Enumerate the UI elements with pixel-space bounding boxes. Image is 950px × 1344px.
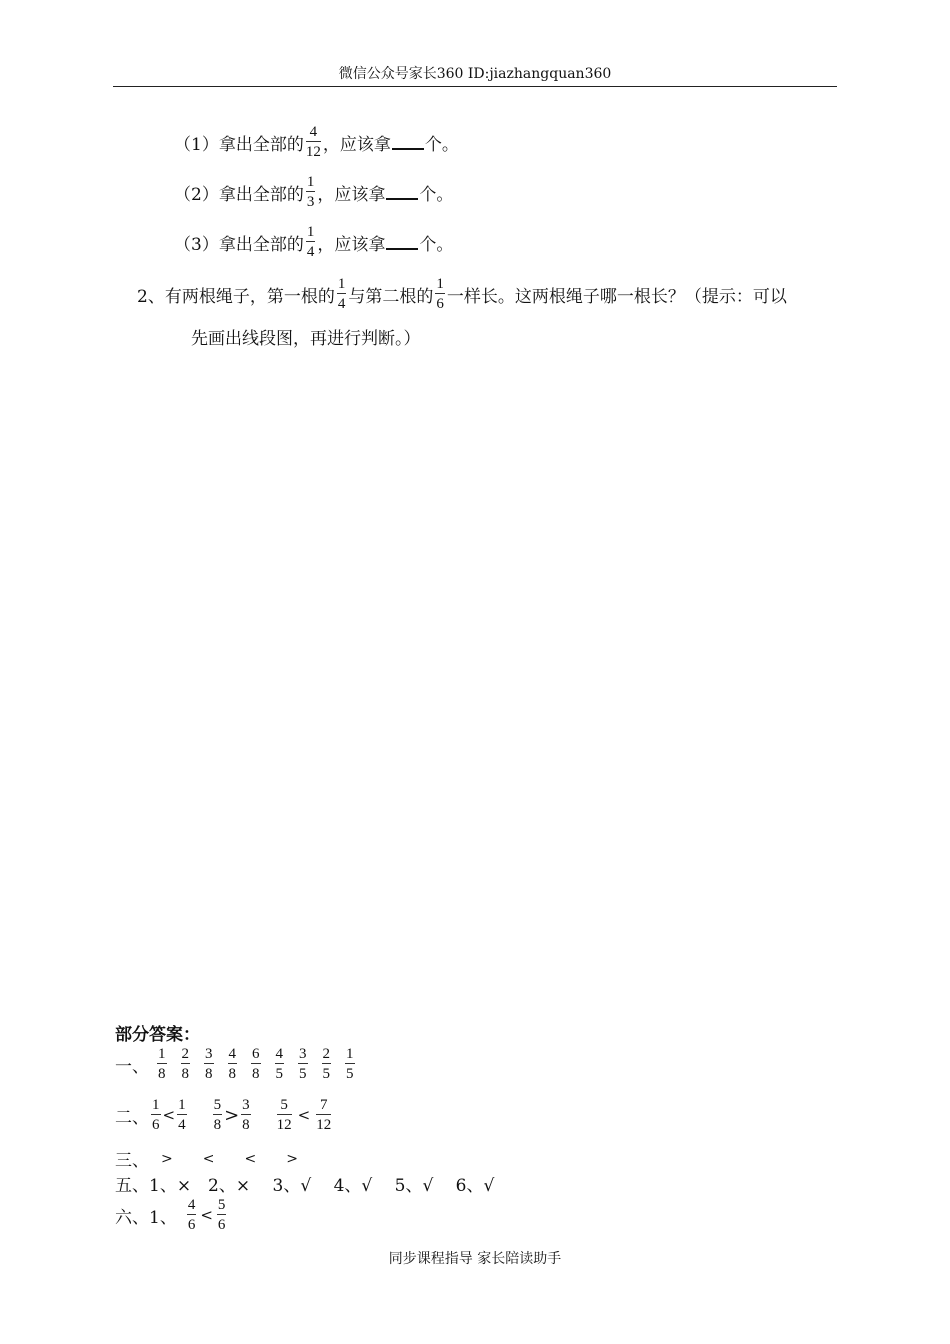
fraction: $\frac{1}{4}$ bbox=[306, 224, 315, 260]
answer-label: 二、 bbox=[115, 1107, 149, 1128]
fraction: $\frac{1}{3}$ bbox=[306, 174, 315, 210]
fraction: $\frac{5}{12}$ bbox=[276, 1097, 292, 1133]
fraction: $\frac{1}{5}$ bbox=[346, 1046, 354, 1082]
answer-blank bbox=[392, 134, 424, 150]
answer-fractions bbox=[155, 1046, 357, 1082]
fraction: $\frac{1}{8}$ bbox=[158, 1046, 166, 1082]
question-1-part-3 bbox=[174, 224, 453, 260]
fraction: $\frac{4}{8}$ bbox=[228, 1046, 236, 1082]
fraction: $\frac{5}{8}$ bbox=[213, 1097, 222, 1133]
answer-label: 三、 bbox=[115, 1151, 149, 1171]
question-text: 一样长。这两根绳子哪一根长？（提示：可以 bbox=[446, 286, 787, 307]
comparison-sign: < bbox=[297, 1106, 311, 1124]
question-text: 2、有两根绳子，第一根的 bbox=[137, 286, 335, 307]
comparison-sign: > bbox=[161, 1150, 173, 1167]
comparison-sign: < bbox=[200, 1206, 213, 1224]
fraction: $\frac{7}{12}$ bbox=[316, 1097, 332, 1133]
answer-text: 五、1、× 2、× 3、√ 4、√ 5、√ 6、√ bbox=[115, 1176, 495, 1196]
fraction: $\frac{6}{8}$ bbox=[252, 1046, 260, 1082]
fraction: $\frac{4}{5}$ bbox=[275, 1046, 283, 1082]
question-text: 个。 bbox=[419, 234, 454, 255]
footer-text: 同步课程指导 家长陪读助手 bbox=[388, 1251, 562, 1267]
answer-label: 六、1、 bbox=[115, 1207, 177, 1228]
page-footer bbox=[0, 1248, 950, 1268]
fraction: $\frac{4}{12}$ bbox=[305, 124, 321, 160]
page-header bbox=[113, 64, 837, 87]
header-text: 微信公众号家长360 ID:jiazhangquan360 bbox=[338, 66, 612, 82]
question-text: ，应该拿 bbox=[317, 184, 386, 205]
question-text: ，应该拿 bbox=[317, 234, 386, 255]
fraction: $\frac{3}{5}$ bbox=[299, 1046, 307, 1082]
fraction: $\frac{1}{4}$ bbox=[337, 276, 346, 312]
comparison-sign: < bbox=[162, 1106, 176, 1124]
question-text: （1）拿出全部的 bbox=[174, 134, 304, 155]
answer-blank bbox=[386, 234, 418, 250]
answer-blank bbox=[386, 184, 418, 200]
question-text: ，应该拿 bbox=[322, 134, 391, 155]
comparison-sign: > bbox=[286, 1150, 298, 1167]
question-text: 个。 bbox=[419, 184, 454, 205]
fraction: $\frac{3}{8}$ bbox=[242, 1097, 250, 1133]
question-1-part-2 bbox=[174, 174, 453, 210]
answer-row-1 bbox=[115, 1046, 357, 1082]
answer-row-5 bbox=[115, 1171, 494, 1196]
comparison-sign: < bbox=[202, 1150, 215, 1167]
fraction: $\frac{1}{4}$ bbox=[178, 1097, 186, 1133]
question-text: 个。 bbox=[424, 134, 459, 155]
answer-row-3 bbox=[115, 1146, 298, 1171]
fraction: $\frac{2}{8}$ bbox=[181, 1046, 189, 1082]
question-text: （3）拿出全部的 bbox=[174, 234, 304, 255]
answer-row-2 bbox=[115, 1097, 333, 1133]
fraction: $\frac{5}{6}$ bbox=[217, 1197, 226, 1233]
comparison-sign: > bbox=[224, 1104, 240, 1126]
question-2 bbox=[137, 276, 787, 312]
question-text: 先画出线段图，再进行判断。） bbox=[191, 329, 421, 349]
question-text: 与第二根的 bbox=[348, 286, 434, 307]
answer-row-6 bbox=[115, 1197, 228, 1233]
fraction: $\frac{2}{5}$ bbox=[322, 1046, 330, 1082]
fraction: $\frac{1}{6}$ bbox=[152, 1097, 160, 1133]
answer-label: 一、 bbox=[115, 1056, 149, 1077]
question-2-line-2 bbox=[191, 324, 421, 349]
fraction: $\frac{3}{8}$ bbox=[205, 1046, 213, 1082]
fraction: $\frac{4}{6}$ bbox=[187, 1197, 196, 1233]
fraction: $\frac{1}{6}$ bbox=[436, 276, 444, 312]
comparison-sign: < bbox=[244, 1150, 257, 1167]
question-1-part-1 bbox=[174, 124, 459, 160]
question-text: （2）拿出全部的 bbox=[174, 184, 304, 205]
answers-title: 部分答案： bbox=[115, 1025, 200, 1045]
